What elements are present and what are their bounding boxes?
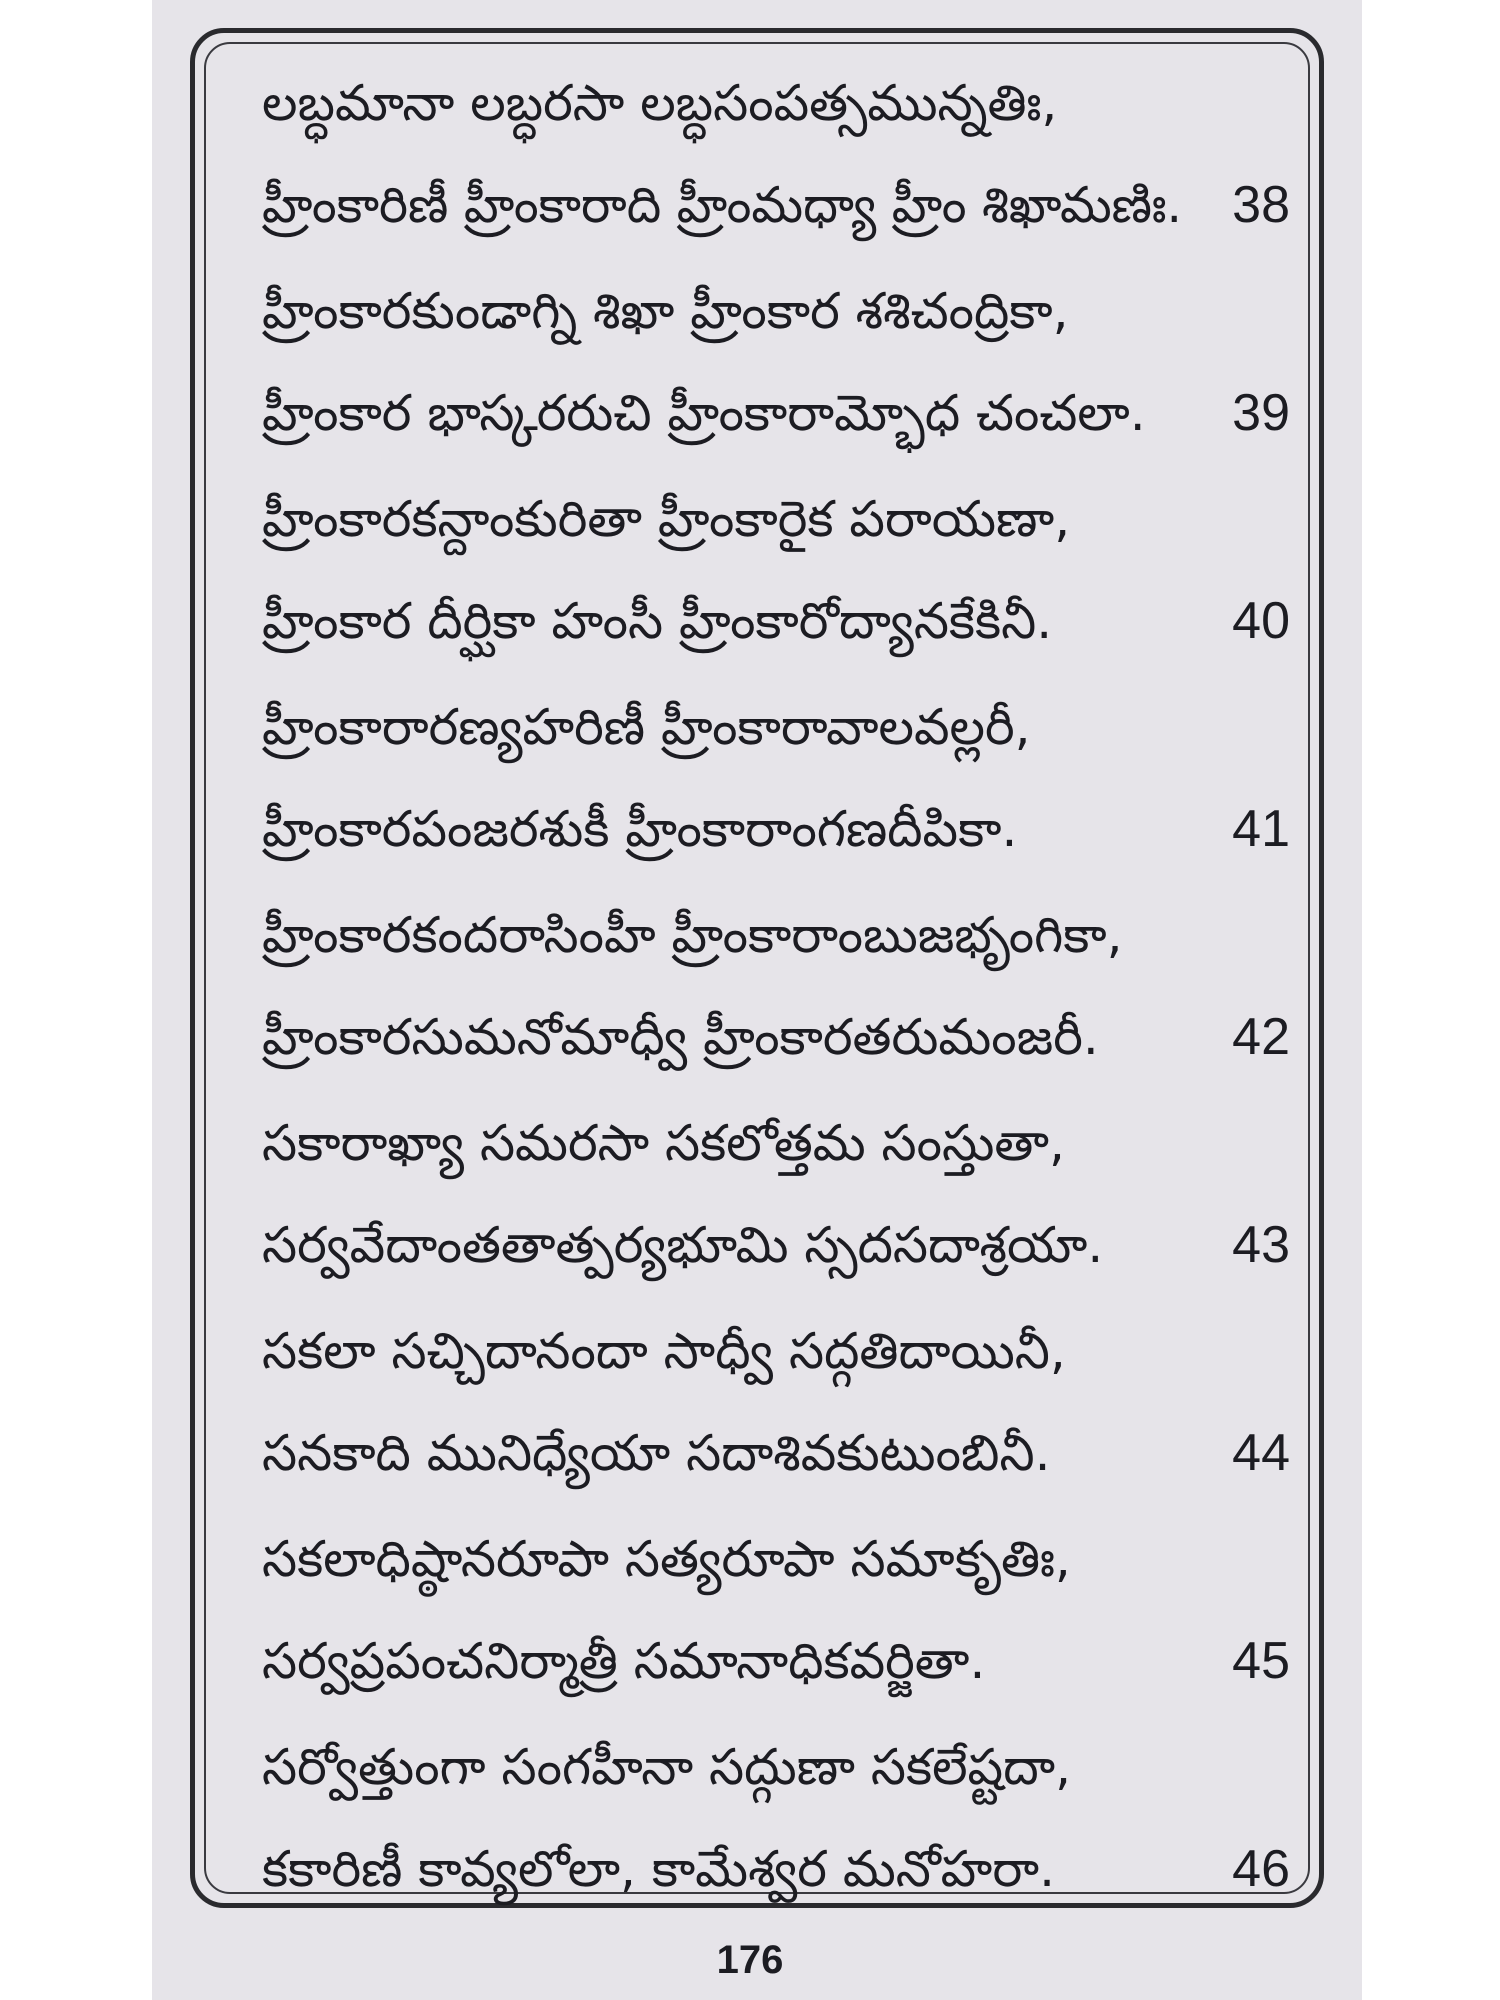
verse-line-2: [262, 1402, 1302, 1504]
verse-text: సకలాధిష్ఠానరూపా సత్యరూపా సమాకృతిః,: [262, 1530, 1071, 1588]
verse-line-1: [262, 468, 1302, 570]
verse-43: [262, 1092, 1302, 1300]
verse-text: హ్రీంకారసుమనోమాధ్వీ హ్రీంకారతరుమంజరీ.: [262, 1008, 1099, 1066]
verse-line-2: [262, 570, 1302, 672]
verse-text: సర్వప్రపంచనిర్మాత్రీ సమానాధికవర్జితా.: [262, 1632, 986, 1690]
verse-line-1: [262, 1092, 1302, 1194]
verse-number: 44: [1232, 1424, 1290, 1482]
verse-line-1: [262, 260, 1302, 362]
verse-text: లబ్ధమానా లబ్ధరసా లబ్ధసంపత్సమున్నతిః,: [262, 74, 1058, 132]
verse-line-1: [262, 1508, 1302, 1610]
verse-number: 41: [1232, 800, 1290, 858]
verse-text: సకారాఖ్యా సమరసా సకలోత్తమ సంస్తుతా,: [262, 1114, 1065, 1172]
verse-number: 38: [1232, 176, 1290, 234]
verse-39: [262, 260, 1302, 468]
verse-line-1: [262, 1716, 1302, 1818]
verse-number: 39: [1232, 384, 1290, 442]
verse-38: [262, 52, 1302, 260]
verse-text: హ్రీంకారారణ్యహరిణీ హ్రీంకారావాలవల్లరీ,: [262, 698, 1031, 756]
verse-41: [262, 676, 1302, 884]
verse-number: 42: [1232, 1008, 1290, 1066]
verse-text: హ్రీంకారిణీ హ్రీంకారాది హ్రీంమధ్యా హ్రీం శిఖామణిః.: [262, 176, 1183, 234]
verse-text: హ్రీంకారకందరాసింహీ హ్రీంకారాంబుజభృంగికా,: [262, 906, 1123, 964]
verse-40: [262, 468, 1302, 676]
verse-text: హ్రీంకారపంజరశుకీ హ్రీంకారాంగణదీపికా.: [262, 800, 1018, 858]
verse-text: హ్రీంకార దీర్ఘికా హంసీ హ్రీంకారోద్యానకేకినీ.: [262, 592, 1053, 650]
verse-text: హ్రీంకారకన్దాంకురితా హ్రీంకారైక పరాయణా,: [262, 490, 1071, 548]
verse-text: సకలా సచ్చిదానందా సాధ్వీ సద్గతిదాయినీ,: [262, 1322, 1066, 1380]
verse-line-1: [262, 52, 1302, 154]
verse-text: సనకాది మునిధ్యేయా సదాశివకుటుంబినీ.: [262, 1424, 1051, 1482]
verse-line-2: [262, 362, 1302, 464]
verse-number: 46: [1232, 1840, 1290, 1898]
verse-text: హ్రీంకార భాస్కరరుచి హ్రీంకారామ్భోధ చంచలా.: [262, 384, 1146, 442]
verse-text: సర్వోత్తుంగా సంగహీనా సద్గుణా సకలేష్టదా,: [262, 1738, 1072, 1796]
verse-line-1: [262, 884, 1302, 986]
verse-text: సర్వవేదాంతతాత్పర్యభూమి స్సదసదాశ్రయా.: [262, 1216, 1104, 1274]
verse-line-2: [262, 1610, 1302, 1712]
verse-42: [262, 884, 1302, 1092]
verse-line-2: [262, 986, 1302, 1088]
verse-line-2: [262, 1194, 1302, 1296]
verse-line-2: [262, 1818, 1302, 1920]
verse-number: 40: [1232, 592, 1290, 650]
verse-list: [262, 52, 1302, 1924]
verse-line-2: [262, 778, 1302, 880]
verse-line-1: [262, 1300, 1302, 1402]
verse-text: కకారిణీ కావ్యలోలా, కామేశ్వర మనోహరా.: [262, 1840, 1056, 1898]
verse-44: [262, 1300, 1302, 1508]
verse-number: 45: [1232, 1632, 1290, 1690]
verse-line-1: [262, 676, 1302, 778]
verse-46: [262, 1716, 1302, 1924]
verse-number: 43: [1232, 1216, 1290, 1274]
verse-45: [262, 1508, 1302, 1716]
page-number: 176: [716, 1938, 784, 1982]
verse-text: హ్రీంకారకుండాగ్ని శిఖా హ్రీంకార శశిచంద్రికా,: [262, 282, 1069, 340]
verse-line-2: [262, 154, 1302, 256]
